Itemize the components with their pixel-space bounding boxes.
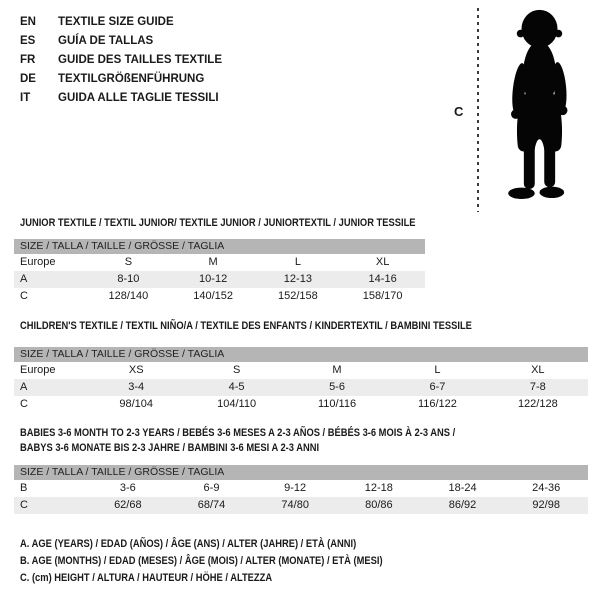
cell: 6-9 [203,482,220,494]
cell: 10-12 [199,273,228,285]
size-header-bar: SIZE / TALLA / TAILLE / GRÖSSE / TAGLIA [14,239,425,254]
cell: 140/152 [193,290,233,302]
row-label: Europe [20,256,56,268]
cell: L [294,256,301,268]
cell: 98/104 [119,398,154,410]
table-title: JUNIOR TEXTILE / TEXTIL JUNIOR/ TEXTILE JUNIOR / JUNIORTEXTIL / JUNIOR TESSILE [20,217,416,229]
size-header-bar: SIZE / TALLA / TAILLE / GRÖSSE / TAGLIA [14,347,588,362]
language-label: GUIDA ALLE TAGLIE TESSILI [58,92,219,104]
cell: 110/116 [317,398,357,410]
cell: 68/74 [197,499,226,511]
cell: XS [128,364,144,376]
row-label: A [20,273,28,285]
cell: 86/92 [448,499,477,511]
cell: 9-12 [284,482,307,494]
table-row [14,396,588,413]
cell: S [124,256,133,268]
cell: 4-5 [228,381,245,393]
cell: 6-7 [429,381,446,393]
size-table [14,465,588,514]
row-label: B [20,482,28,494]
language-row [20,89,222,108]
size-table [14,239,425,305]
cell: 12-13 [283,273,312,285]
language-code: EN [20,16,36,28]
cell: 116/122 [417,398,457,410]
cell: XL [531,364,545,376]
size-table-children [14,320,588,413]
cell: S [232,364,241,376]
table-row [14,271,425,288]
table-row [14,379,588,396]
language-row [20,13,222,32]
table-row [14,288,425,305]
language-code: ES [20,35,36,47]
cell: 3-4 [128,381,145,393]
cell: 74/80 [281,499,309,511]
cell: 128/140 [108,290,149,302]
size-table-babies [14,426,588,514]
cell: 122/128 [517,398,558,410]
cell: 24-36 [532,482,561,494]
cell: L [434,364,441,376]
size-table [14,347,588,413]
table-row [14,497,588,514]
table-title: CHILDREN'S TEXTILE / TEXTIL NIÑO/A / TEXTILE DES ENFANTS / KINDERTEXTIL / BAMBINI TESSILE [20,320,472,332]
row-label: C [20,398,28,410]
row-label: C [20,499,28,511]
language-title-list [20,13,222,108]
language-row [20,32,222,51]
row-label: C [20,290,28,302]
cell: 18-24 [448,482,477,494]
cell: XL [375,256,390,268]
baby-silhouette-icon [492,7,587,208]
height-measure-label: C [454,104,464,119]
cell: 12-18 [364,482,393,494]
cell: 14-16 [368,273,397,285]
table-row [14,480,588,497]
cell: 104/110 [217,398,257,410]
table-row [14,362,588,379]
cell: 62/68 [114,499,142,511]
cell: 158/170 [362,290,403,302]
size-table-junior [14,217,485,305]
cell: 3-6 [119,482,136,494]
footnotes [20,536,447,587]
row-label: Europe [20,364,56,376]
cell: 92/98 [532,499,560,511]
cell: 5-6 [329,381,345,393]
language-row [20,51,222,70]
cell: M [332,364,342,376]
cell: 7-8 [529,381,546,393]
footnote-a: A. AGE (YEARS) / EDAD (AÑOS) / ÂGE (ANS) / ALTER (JAHRE) / ETÀ (ANNI) [20,538,357,550]
baby-figure [440,0,600,220]
height-measure-line [477,8,479,212]
cell: M [208,256,218,268]
cell: 152/158 [277,290,318,302]
footnote-c: C. (cm) HEIGHT / ALTURA / HAUTEUR / HÖHE / ALTEZZA [20,572,273,584]
table-title: BABIES 3-6 MONTH TO 2-3 YEARS / BEBÉS 3-6 MESES A 2-3 AÑOS / BÉBÉS 3-6 MOIS À 2-3 ANS / [20,427,456,439]
language-label: GUIDE DES TAILLES TEXTILE [58,54,222,66]
footnote-b: B. AGE (MONTHS) / EDAD (MESES) / ÂGE (MOIS) / ALTER (MONATE) / ETÀ (MESI) [20,555,383,567]
language-code: FR [20,54,36,66]
size-header-bar: SIZE / TALLA / TAILLE / GRÖSSE / TAGLIA [14,465,588,480]
language-code: IT [20,92,31,104]
row-label: A [20,381,28,393]
table-row [14,254,425,271]
language-label: TEXTILE SIZE GUIDE [58,16,174,28]
table-title-line2: BABYS 3-6 MONATE BIS 2-3 JAHRE / BAMBINI 3-6 MESI A 2-3 ANNI [20,442,320,454]
language-label: TEXTILGRÖßENFÜHRUNG [58,73,205,85]
cell: 80/86 [365,499,393,511]
cell: 8-10 [117,273,140,285]
language-row [20,70,222,89]
language-label: GUÍA DE TALLAS [58,35,154,47]
language-code: DE [20,73,36,85]
